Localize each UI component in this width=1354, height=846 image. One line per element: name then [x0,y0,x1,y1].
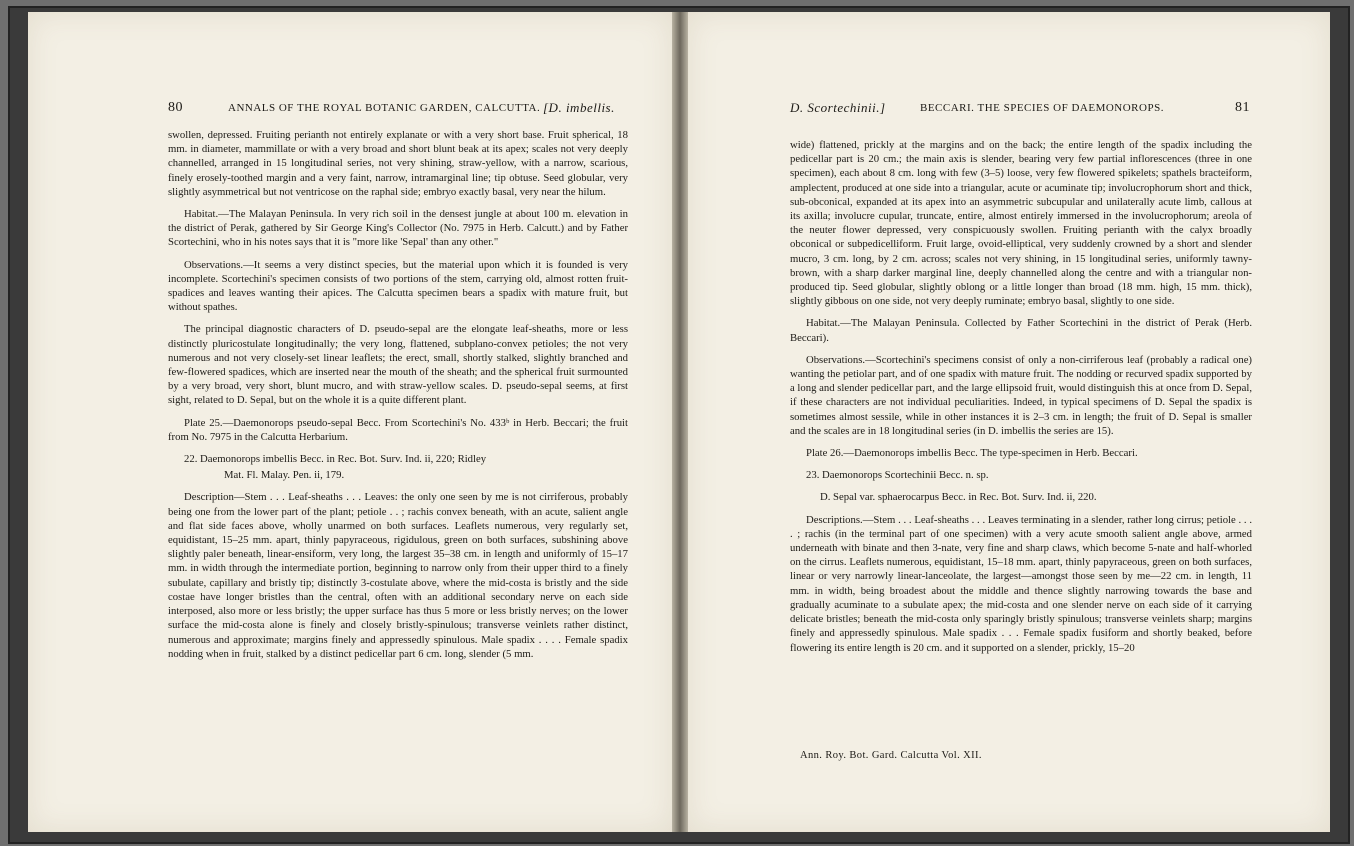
habitat-paragraph: Habitat.—The Malayan Peninsula. Collected by Father Scortechini in the district of Perak (Herb. Beccari). [790,317,1252,344]
species-head: D. Scortechinii.] [790,100,886,115]
species-heading: 23. Daemonorops Scortechinii Becc. n. sp. [806,469,989,482]
right-page [688,12,1330,832]
page-number: 81 [1235,100,1250,115]
paragraph: The principal diagnostic characters of D. pseudo-sepal are the elongate leaf-sheaths, more or less distinctly pluricostulate longitudinally; the very long, flattened, subplano-convex petioles; the not very numerous and not very closely-set linear leaflets; the erect, small, shortly stalked, slightly branched and few-flowered spadices, which are inserted near the mouth of the sheath; and the spherical fruit surmounted by a very broad, very short, blunt mucro, and with straw-yellow scales. D. pseudo-sepal seems, at first sight, related to D. Sepal, but on the whole it is a quite different plant. [168,323,628,407]
left-page [28,12,672,832]
paragraph: wide) flattened, prickly at the margins and on the back; the entire length of the spadix including the pedicellar part is 20 cm.; the main axis is slender, bearing very few partial inflorescences (three in one specimen), each about 8 cm. long with few (3–5) loose, very few flowered spikelets; spathels bracteiform, amplectent, produced at one side into a triangular, acute or acuminate tip; involucrophorum short and thick, sub-obconical, expanded at its apex into an asymmetric subcupular and unilaterally acute limb, callous at its axilla; involucre cupular, truncate, entire, almost entirely immersed in the involucrophorum; areola of the neuter flower depressed, very conspicuously swollen. Fruiting perianth with the calyx broadly obconical or subpedicelliform. Fruit large, ovoid-elliptical, very suddenly crowned by a short and slender mucro, 3 cm. long, by 2 cm. across; scales not very shining, in 15 longitudinal series, uniformly tawny-brown, with a sharp darker marginal line, deeply channelled along the centre and with a triangular non-produced tip. Seed globular, slightly oblong or a little longer than broad (18 mm. high, 15 mm. thick), slightly gibbous on one side, not very deeply ruminate; embryo basal, slightly to one side. [790,139,1252,308]
plate-caption: Plate 26.—Daemonorops imbellis Becc. The type-specimen in Herb. Beccari. [806,447,1138,460]
running-head: ANNALS OF THE ROYAL BOTANIC GARDEN, CALCUTTA. [228,102,541,114]
right-page-body [790,138,1252,663]
species-reference: D. Sepal var. sphaerocarpus Becc. in Rec. Bot. Surv. Ind. ii, 220. [820,491,1097,504]
left-page-body [168,128,628,669]
observations-paragraph: Observations.—It seems a very distinct species, but the material upon which it is founded is very incomplete. Scortechini's specimen consists of two portions of the stem, carrying old, almost rotten fruit-spadices and leaves wanting their apices. The Calcutta specimen bears a spadix with mature fruit, but without spathes. [168,258,628,314]
book-gutter [672,12,688,832]
description-paragraph: Description—Stem . . . Leaf-sheaths . . . Leaves: the only one seen by me is not cirriferous, probably being one from the lower part of the plant; petiole . . ; rachis convex beneath, with an acute, salient angle and flat side faces above, wholly unarmed on both surfaces. Leaflets numerous, very regularly set, equidistant, 15–25 mm. apart, thinly papyraceous, rigidulous, green on both surfaces, subshining above slightly paler beneath, linear-ensiform, very long, the largest 35–38 cm. in length and uniformly of 15–17 mm. in width through the intermediate portion, beginning to narrow only from their upper third to a finely subulate, capillary and bristly tip; distinctly 3-costulate above, where the mid-costa is bristly and the side costae have longer bristles than the central, often with an additional secondary nerve on each side interposed, also more or less bristly; the upper surface has thus 5 more or less bristly nerves; on the lower surface the mid-costa alone is finely and closely bristly-spinulous; transverse veinlets rather distinct, numerous and approximate; margins finely and appressedly spinulous. Male spadix . . . . Female spadix nodding when in fruit, stalked by a distinct pedicellar part 6 cm. long, slender (5 mm. [168,491,628,660]
plate-caption: Plate 25.—Daemonorops pseudo-sepal Becc. From Scortechini's No. 433ᵇ in Herb. Beccari; the fruit from No. 7975 in the Calcutta Herbarium. [168,416,628,443]
description-paragraph: Descriptions.—Stem . . . Leaf-sheaths . . . Leaves terminating in a slender, rather long cirrus; petiole . . . . ; rachis (in the terminal part of one specimen) with a very acute smooth salient angle above, armed underneath with binate and then 3-nate, very fine and sharp claws, which become 5-nate and half-whorled on the cirrus. Leaflets numerous, equidistant, 15–18 mm. apart, thinly papyraceous, green on both surfaces, linear or very narrowly linear-lanceolate, the largest—amongst those seen by me—22 cm. in length, 11 mm. in width, being broadest about the middle and thence slightly narrowing towards the base and gradually acuminate to a subulate apex; the mid-costa and one slender nerve on each side of it carrying delicate bristles; beneath the mid-costa only sparingly bristly spinulous; transverse veinlets sharp; margins finely and appressedly spinulous. Male spadix . . . Female spadix fusiform and shortly beaked, before flowering its entire length is 20 cm. and it supported on a slender, prickly, 15–20 [790,513,1252,654]
right-page-header [790,100,1250,120]
page-number: 80 [168,100,183,115]
species-heading: 22. Daemonorops imbellis Becc. in Rec. Bot. Surv. Ind. ii, 220; Ridley [184,453,487,466]
species-reference: Mat. Fl. Malay. Pen. ii, 179. [224,469,345,482]
running-head: BECCARI. THE SPECIES OF DAEMONOROPS. [920,102,1164,114]
footer: Ann. Roy. Bot. Gard. Calcutta Vol. XII. [800,750,982,761]
paragraph: swollen, depressed. Fruiting perianth not entirely explanate or with a very short base. Fruit spherical, 18 mm. in diameter, mammillate or with a very broad and short blunt beak at its apex; scales not very deeply channelled, arranged in 15 longitudinal series, not very shining, straw-yellow, with a narrow, scarious, finely erosely-toothed margin and a very faint, narrow, intramarginal line; tip obtuse. Seed globular, very slightly asymmetrical but not ventricose on the raphal side; embryo exactly basal, very near the hilum. [168,129,628,198]
observations-paragraph: Observations.—Scortechini's specimens consist of only a non-cirriferous leaf (probably a radical one) wanting the petiolar part, and of one spadix with mature fruit. The nodding or recurved spadix supported by a long and slender pedicellar part, and the large ellipsoid fruit, would distinguish this at once from D. Sepal, if these characters are not individual peculiarities. Indeed, in typical specimens of D. Sepal the spadix is sometimes almost sessile, while in other instances it is 2–3 cm. in length; the fruit of D. Sepal is smaller and the scales are in 18 longitudinal series (in D. imbellis the series are 15). [790,353,1252,437]
species-head: [D. imbellis. [543,100,615,115]
habitat-paragraph: Habitat.—The Malayan Peninsula. In very rich soil in the densest jungle at about 100 m. elevation in the district of Perak, gathered by Sir George King's Collector (No. 7975 in Herb. Calcutt.) and by Father Scortechini, who in his notes says that it is "more like 'Sepal' than any other." [168,208,628,249]
left-page-header [168,100,628,120]
